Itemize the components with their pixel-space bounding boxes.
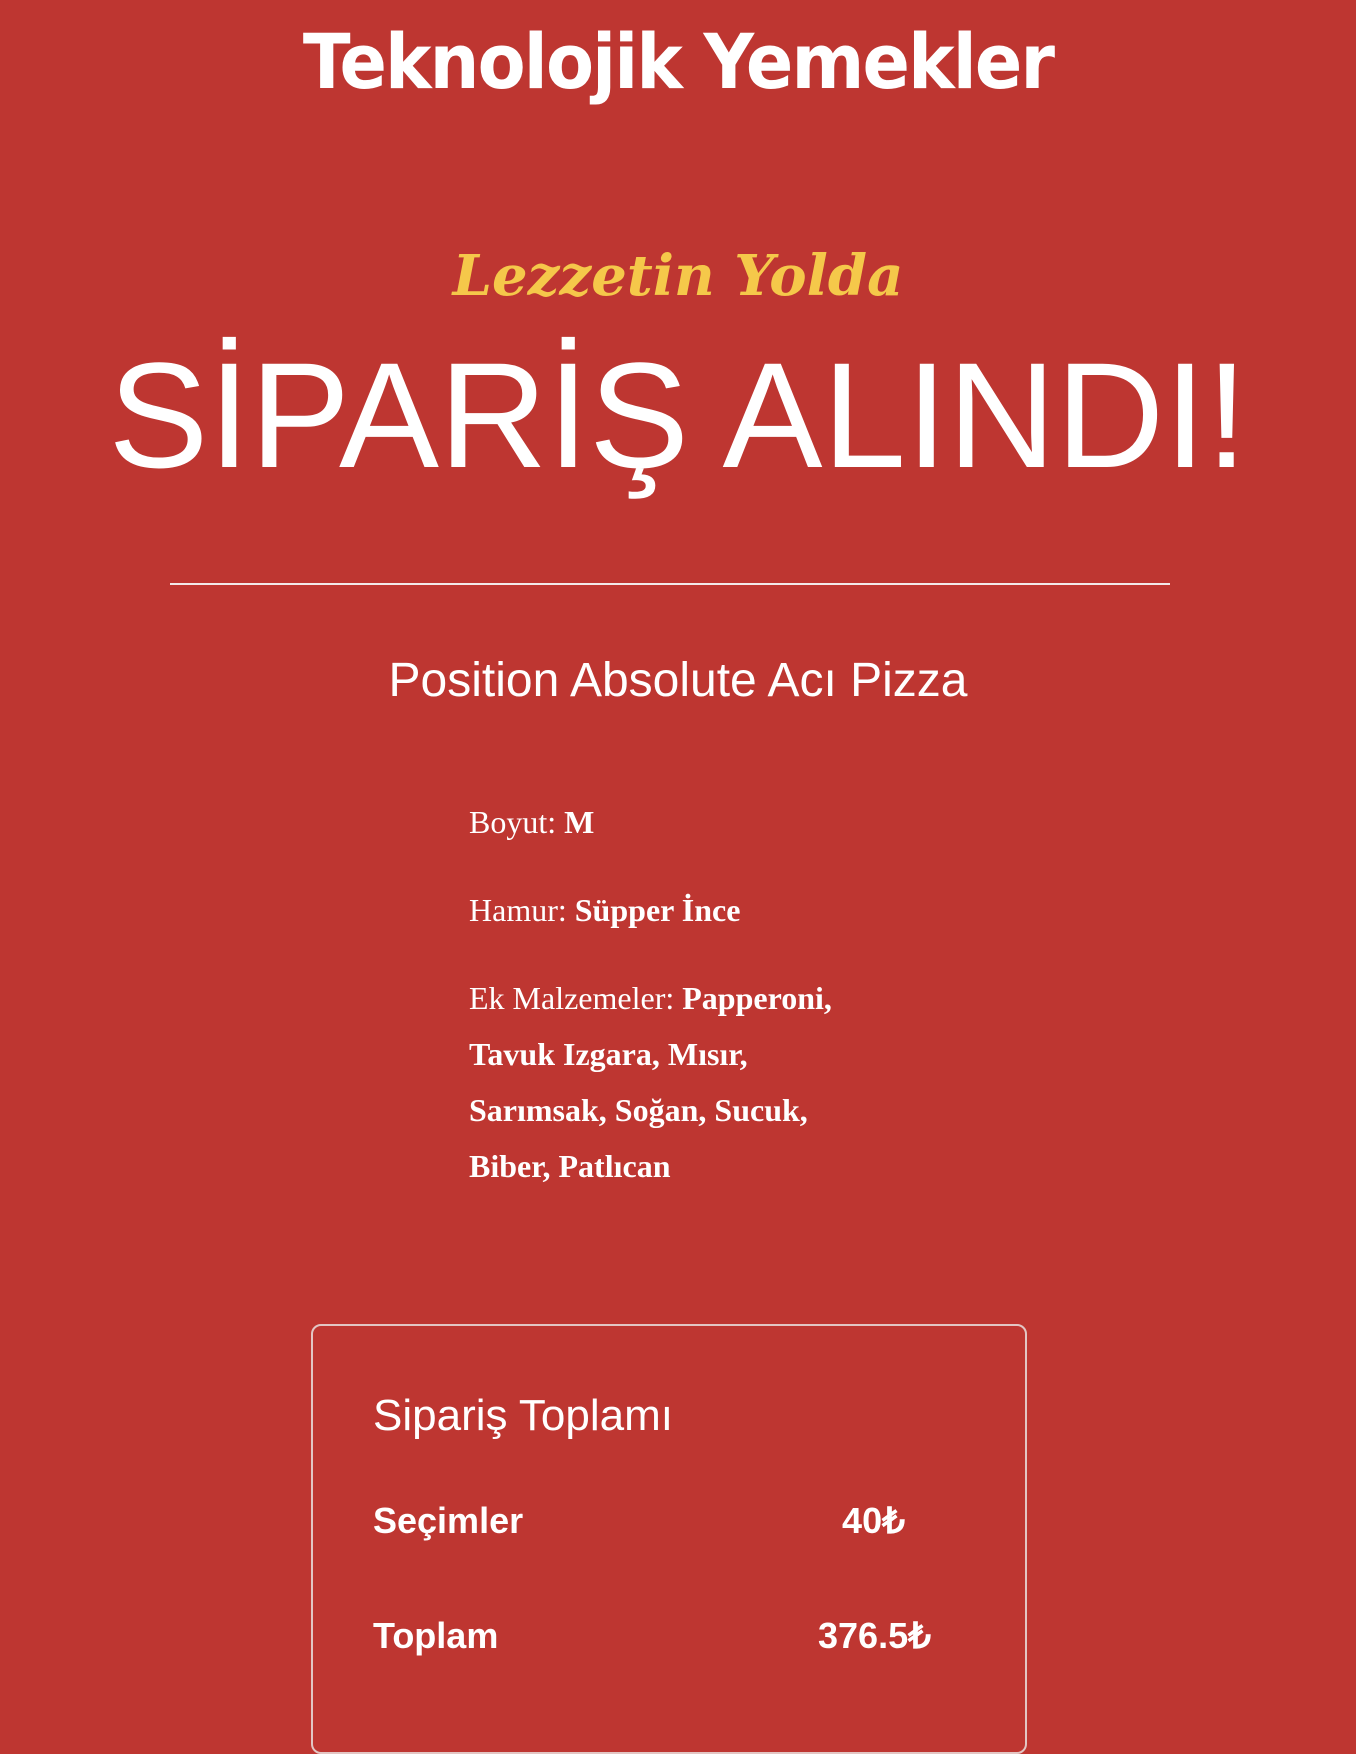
- detail-toppings-value: Papperoni, Tavuk Izgara, Mısır, Sarımsak, Soğan, Sucuk, Biber, Patlıcan: [469, 980, 832, 1184]
- summary-total-label: Toplam: [373, 1615, 499, 1656]
- order-details: [469, 794, 889, 1226]
- summary-total-value: 376.5₺: [818, 1615, 931, 1656]
- detail-dough: [469, 882, 889, 938]
- detail-size-label: Boyut:: [469, 804, 565, 840]
- detail-dough-value: Süpper İnce: [574, 892, 741, 928]
- order-received-headline: SİPARİŞ ALINDI!: [108, 331, 1248, 499]
- detail-dough-label: Hamur:: [469, 892, 575, 928]
- summary-title: Sipariş Toplamı: [373, 1391, 673, 1440]
- summary-selections-value: 40₺: [842, 1500, 905, 1541]
- detail-toppings-label: Ek Malzemeler:: [469, 980, 683, 1016]
- detail-size-value: M: [564, 804, 595, 840]
- brand-title: Teknolojik Yemekler: [302, 17, 1054, 106]
- summary-selections-label: Seçimler: [373, 1500, 524, 1541]
- divider: [170, 583, 1170, 585]
- detail-toppings: [469, 970, 889, 1194]
- order-summary-card: [311, 1324, 1027, 1754]
- tagline: Lezzetin Yolda: [452, 243, 904, 309]
- product-name: Position Absolute Acı Pizza: [388, 654, 968, 707]
- detail-size: [469, 794, 889, 850]
